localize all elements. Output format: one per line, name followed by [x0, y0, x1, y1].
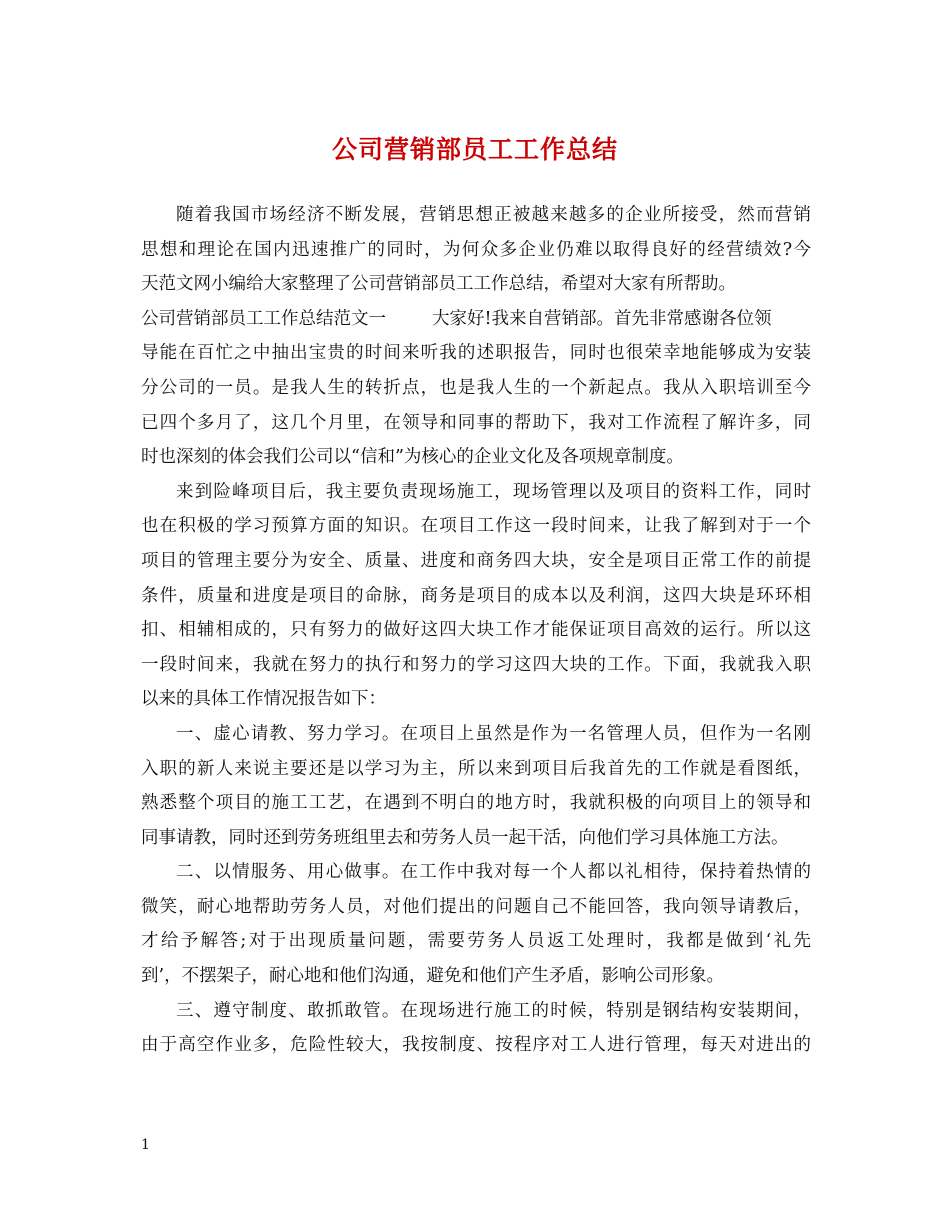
text-fragment: 大家好!我来自营销部。首先非常感谢各位领: [432, 308, 772, 329]
text-line: 随着我国市场经济不断发展，营销思想正被越来越多的企业所接受，然而营销: [176, 205, 811, 225]
text-line: 扣、相辅相成的，只有努力的做好这四大块工作才能保证项目高效的运行。所以这: [141, 620, 811, 641]
document-title: 公司营销部员工工作总结: [331, 135, 618, 164]
document-body: [141, 198, 811, 1063]
text-line: 二、以情服务、用心做事。在工作中我对每一个人都以礼相待，保持着热情的: [176, 862, 811, 883]
text-line: 一段时间来，我就在努力的执行和努力的学习这四大块的工作。下面，我就我入职: [141, 654, 811, 675]
text-line: 同事请教，同时还到劳务班组里去和劳务人员一起干活，向他们学习具体施工方法。: [141, 827, 789, 848]
text-line-with-subheading: [141, 302, 811, 337]
text-line: 微笑，耐心地帮助劳务人员，对他们提出的问题自己不能回答，我向领导请教后，: [141, 896, 811, 917]
text-line: 时也深刻的体会我们公司以“信和”为核心的企业文化及各项规章制度。: [141, 447, 684, 468]
text-line: 导能在百忙之中抽出宝贵的时间来听我的述职报告，同时也很荣幸地能够成为安装: [141, 343, 811, 364]
text-line: 来到险峰项目后，我主要负责现场施工，现场管理以及项目的资料工作，同时: [176, 481, 811, 502]
text-line: 熟悉整个项目的施工工艺，在遇到不明白的地方时，我就积极的向项目上的领导和: [141, 793, 811, 814]
text-line: 分公司的一员。是我人生的转折点，也是我人生的一个新起点。我从入职培训至今: [141, 377, 811, 398]
text-line: 也在积极的学习预算方面的知识。在项目工作这一段时间来，让我了解到对于一个: [141, 516, 811, 537]
text-line: 到’，不摆架子，耐心地和他们沟通，避免和他们产生矛盾，影响公司形象。: [141, 966, 725, 987]
text-line: 以来的具体工作情况报告如下：: [141, 689, 386, 710]
text-line: 条件，质量和进度是项目的命脉，商务是项目的成本以及利润，这四大块是环环相: [141, 585, 811, 606]
text-line: 已四个多月了，这几个月里，在领导和同事的帮助下，我对工作流程了解许多，同: [141, 412, 811, 433]
text-line: 入职的新人来说主要还是以学习为主，所以来到项目后我首先的工作就是看图纸，: [141, 758, 811, 779]
page-number: 1: [141, 1137, 150, 1153]
text-line: 三、遵守制度、敢抓敢管。在现场进行施工的时候，特别是钢结构安装期间，: [176, 1000, 811, 1021]
text-line: 项目的管理主要分为安全、质量、进度和商务四大块，安全是项目正常工作的前提: [141, 550, 811, 571]
text-line: 才给予解答;对于出现质量问题，需要劳务人员返工处理时，我都是做到‘礼先: [141, 931, 811, 952]
section-subheading: 公司营销部员工工作总结范文一: [141, 308, 386, 329]
text-line: 天范文网小编给大家整理了公司营销部员工工作总结，希望对大家有所帮助。: [141, 274, 736, 295]
text-line: 一、虚心请教、努力学习。在项目上虽然是作为一名管理人员，但作为一名刚: [176, 723, 811, 744]
text-line: 思想和理论在国内迅速推广的同时，为何众多企业仍难以取得良好的经营绩效?今: [141, 239, 811, 260]
text-line: 由于高空作业多，危险性较大，我按制度、按程序对工人进行管理，每天对进出的: [141, 1035, 811, 1056]
